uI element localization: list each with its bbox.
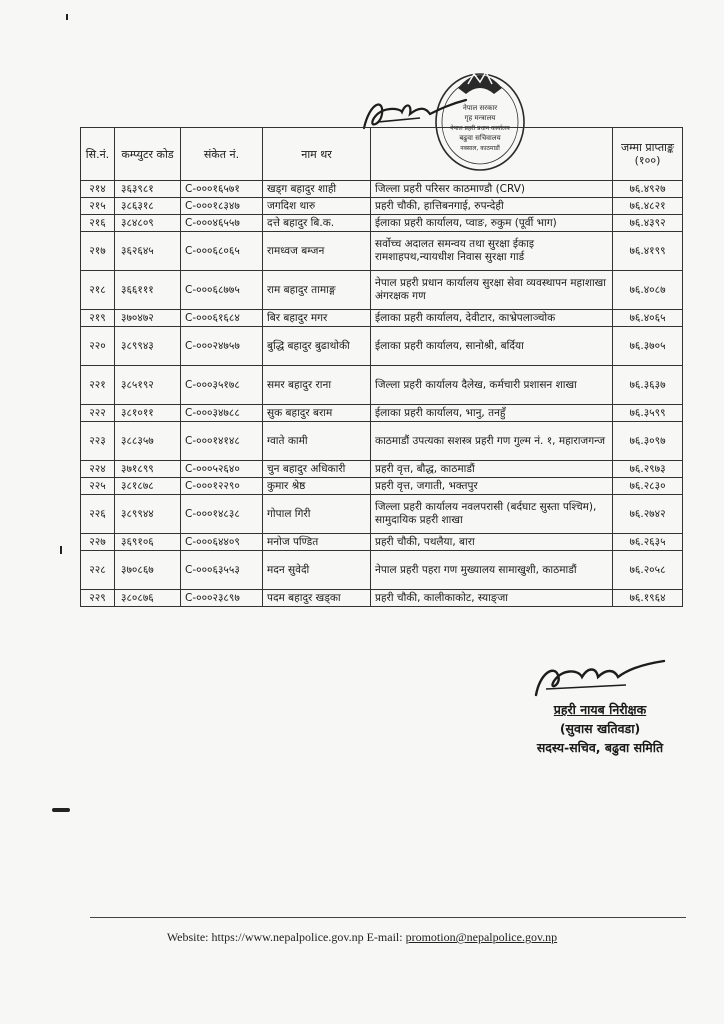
cell-sn: २१४ [81, 181, 115, 198]
cell-sn: २१९ [81, 310, 115, 327]
cell-office: प्रहरी चौकी, हात्तिबनगाई, रुपन्देही [371, 198, 613, 215]
cell-name: कुमार श्रेष्ठ [263, 478, 371, 495]
cell-code: ३६६१११ [115, 271, 181, 310]
scan-mark [52, 808, 70, 812]
cell-score: ७६.३५९९ [613, 405, 683, 422]
table-row [81, 181, 683, 198]
cell-score: ७६.४८२१ [613, 198, 683, 215]
cell-name: खड्ग बहादुर शाही [263, 181, 371, 198]
header-computer-code: कम्प्युटर कोड [115, 128, 181, 181]
cell-code: ३८१०११ [115, 405, 181, 422]
cell-office: प्रहरी चौकी, कालीकाकोट, स्याङ्जा [371, 590, 613, 607]
cell-code: ३८०८७६ [115, 590, 181, 607]
cell-score: ७६.३०९७ [613, 422, 683, 461]
cell-name: ग्वाते कामी [263, 422, 371, 461]
header-office [371, 128, 613, 181]
cell-code: ३७०८६७ [115, 551, 181, 590]
cell-name: मनोज पण्डित [263, 534, 371, 551]
cell-code: ३८५१९२ [115, 366, 181, 405]
cell-symbol: C-०००३४७८८ [181, 405, 263, 422]
cell-symbol: C-०००१४८३८ [181, 495, 263, 534]
footer-email-link[interactable]: promotion@nepalpolice.gov.np [405, 930, 558, 944]
stamp-line: बढुवा सचिवालय [459, 134, 501, 142]
cell-sn: २२२ [81, 405, 115, 422]
cell-office: जिल्ला प्रहरी कार्यालय दैलेख, कर्मचारी प्रशासन शाखा [371, 366, 613, 405]
cell-sn: २२१ [81, 366, 115, 405]
cell-symbol: C-०००२३८९७ [181, 590, 263, 607]
cell-sn: २२७ [81, 534, 115, 551]
cell-code: ३८८३५७ [115, 422, 181, 461]
signatory-block [500, 700, 700, 757]
cell-name: चुन बहादुर अधिकारी [263, 461, 371, 478]
signatory-designation: प्रहरी नायब निरीक्षक [553, 702, 647, 717]
cell-symbol: C-०००६८७७५ [181, 271, 263, 310]
table-header-row [81, 128, 683, 181]
cell-score: ७६.४३९२ [613, 215, 683, 232]
cell-office: सर्वोच्च अदालत समन्वय तथा सुरक्षा ईकाइ रामशाहपथ,न्यायधीश निवास सुरक्षा गार्ड [371, 232, 613, 271]
cell-score: ७६.४०६५ [613, 310, 683, 327]
cell-name: रामध्वज बम्जन [263, 232, 371, 271]
cell-code: ३७०४७२ [115, 310, 181, 327]
cell-symbol: C-०००१४१४८ [181, 422, 263, 461]
cell-sn: २२० [81, 327, 115, 366]
cell-name: समर बहादुर राना [263, 366, 371, 405]
table-row [81, 590, 683, 607]
cell-office: नेपाल प्रहरी पहरा गण मुख्यालय सामाखुशी, काठमाडौं [371, 551, 613, 590]
cell-symbol: C-०००१२२९० [181, 478, 263, 495]
cell-symbol: C-०००६१६८४ [181, 310, 263, 327]
cell-sn: २१८ [81, 271, 115, 310]
cell-name: गोपाल गिरी [263, 495, 371, 534]
cell-office: नेपाल प्रहरी प्रधान कार्यालय सुरक्षा सेवा व्यवस्थापन महाशाखा अंगरक्षक गण [371, 271, 613, 310]
cell-code: ३६२६४५ [115, 232, 181, 271]
cell-office: ईलाका प्रहरी कार्यालय, देवीटार, काभ्रेपलाञ्चोक [371, 310, 613, 327]
cell-symbol: C-०००३५१७८ [181, 366, 263, 405]
cell-symbol: C-०००४६५५७ [181, 215, 263, 232]
cell-symbol: C-०००१६५७१ [181, 181, 263, 198]
cell-name: दत्ते बहादुर बि.क. [263, 215, 371, 232]
table-row [81, 478, 683, 495]
scan-mark [60, 546, 62, 554]
cell-name: बुद्धि बहादुर बुढाथोकी [263, 327, 371, 366]
cell-office: ईलाका प्रहरी कार्यालय, सानोश्री, बर्दिया [371, 327, 613, 366]
cell-office: प्रहरी चौकी, पथलैया, बारा [371, 534, 613, 551]
table-row [81, 461, 683, 478]
cell-score: ७६.१९६४ [613, 590, 683, 607]
table-row [81, 495, 683, 534]
cell-code: ३६९१०६ [115, 534, 181, 551]
cell-code: ३८६३१८ [115, 198, 181, 215]
cell-score: ७६.२७४२ [613, 495, 683, 534]
cell-score: ७६.३६३७ [613, 366, 683, 405]
cell-score: ७६.२६३५ [613, 534, 683, 551]
cell-sn: २२५ [81, 478, 115, 495]
cell-sn: २२९ [81, 590, 115, 607]
table-row [81, 232, 683, 271]
cell-score: ७६.४०८७ [613, 271, 683, 310]
table-row [81, 271, 683, 310]
table-row [81, 551, 683, 590]
table-row [81, 310, 683, 327]
signatory-role: सदस्य-सचिव, बढुवा समिति [536, 740, 664, 755]
cell-name: मदन सुवेदी [263, 551, 371, 590]
table-row [81, 405, 683, 422]
cell-name: सुक बहादुर बराम [263, 405, 371, 422]
signatory-name: (सुवास खतिवडा) [559, 721, 641, 736]
cell-sn: २२८ [81, 551, 115, 590]
cell-code: ३८९९४४ [115, 495, 181, 534]
header-total-score: जम्मा प्राप्ताङ्क (१००) [613, 128, 683, 181]
table-row [81, 198, 683, 215]
stamp-line: नेपाल सरकार [462, 104, 498, 112]
emblem-icon [458, 72, 502, 94]
cell-sn: २१६ [81, 215, 115, 232]
header-sn: सि.नं. [81, 128, 115, 181]
scan-mark [66, 14, 68, 20]
cell-office: प्रहरी वृत्त, बौद्ध, काठमाडौं [371, 461, 613, 478]
cell-score: ७६.४१९९ [613, 232, 683, 271]
cell-score: ७६.२०५८ [613, 551, 683, 590]
cell-sn: २२६ [81, 495, 115, 534]
cell-code: ३७१८९९ [115, 461, 181, 478]
header-name: नाम थर [263, 128, 371, 181]
cell-code: ३८१८७८ [115, 478, 181, 495]
cell-code: ३६३९८१ [115, 181, 181, 198]
cell-score: ७६.४९२७ [613, 181, 683, 198]
cell-sn: २१५ [81, 198, 115, 215]
cell-symbol: C-०००६४४०९ [181, 534, 263, 551]
cell-symbol: C-०००५२६४० [181, 461, 263, 478]
cell-sn: २२३ [81, 422, 115, 461]
cell-symbol: C-०००६८०६५ [181, 232, 263, 271]
table-row [81, 534, 683, 551]
cell-code: ३८४८०९ [115, 215, 181, 232]
cell-office: ईलाका प्रहरी कार्यालय, प्वाङ, रुकुम (पूर्वी भाग) [371, 215, 613, 232]
cell-symbol: C-०००६३५५३ [181, 551, 263, 590]
cell-sn: २२४ [81, 461, 115, 478]
cell-sn: २१७ [81, 232, 115, 271]
cell-symbol: C-०००१८३४७ [181, 198, 263, 215]
cell-symbol: C-०००२४७५७ [181, 327, 263, 366]
cell-name: राम बहादुर तामाङ्ग [263, 271, 371, 310]
table-row [81, 366, 683, 405]
cell-score: ७६.२८३० [613, 478, 683, 495]
header-symbol-no: संकेत नं. [181, 128, 263, 181]
cell-score: ७६.२९७३ [613, 461, 683, 478]
cell-office: जिल्ला प्रहरी परिसर काठमाण्डौ (CRV) [371, 181, 613, 198]
cell-office: काठमाडौं उपत्यका सशस्त्र प्रहरी गण गुल्म नं. १, महाराजगन्ज [371, 422, 613, 461]
cell-score: ७६.३७०५ [613, 327, 683, 366]
cell-office: जिल्ला प्रहरी कार्यालय नवलपरासी (बर्दघाट सुस्ता पश्चिम), सामुदायिक प्रहरी शाखा [371, 495, 613, 534]
footer-website: Website: https://www.nepalpolice.gov.np [166, 930, 364, 944]
stamp-line: नक्साल, काठमाडौं [460, 145, 500, 152]
footer-divider [90, 917, 686, 918]
promotion-list-table [80, 127, 683, 607]
stamp-line: गृह मन्त्रालय [464, 114, 496, 122]
footer [0, 930, 724, 945]
cell-code: ३८९९४३ [115, 327, 181, 366]
cell-office: प्रहरी वृत्त, जगाती, भक्तपुर [371, 478, 613, 495]
footer-email-label: E-mail: [366, 930, 403, 944]
table-row [81, 215, 683, 232]
cell-name: पदम बहादुर खड्का [263, 590, 371, 607]
cell-name: जगदिश थारु [263, 198, 371, 215]
cell-office: ईलाका प्रहरी कार्यालय, भानु, तनहुँ [371, 405, 613, 422]
signatory-signature [530, 655, 670, 703]
table-row [81, 327, 683, 366]
cell-name: बिर बहादुर मगर [263, 310, 371, 327]
stamp-line: नेपाल प्रहरी प्रधान कार्यालय [450, 125, 510, 132]
table-row [81, 422, 683, 461]
